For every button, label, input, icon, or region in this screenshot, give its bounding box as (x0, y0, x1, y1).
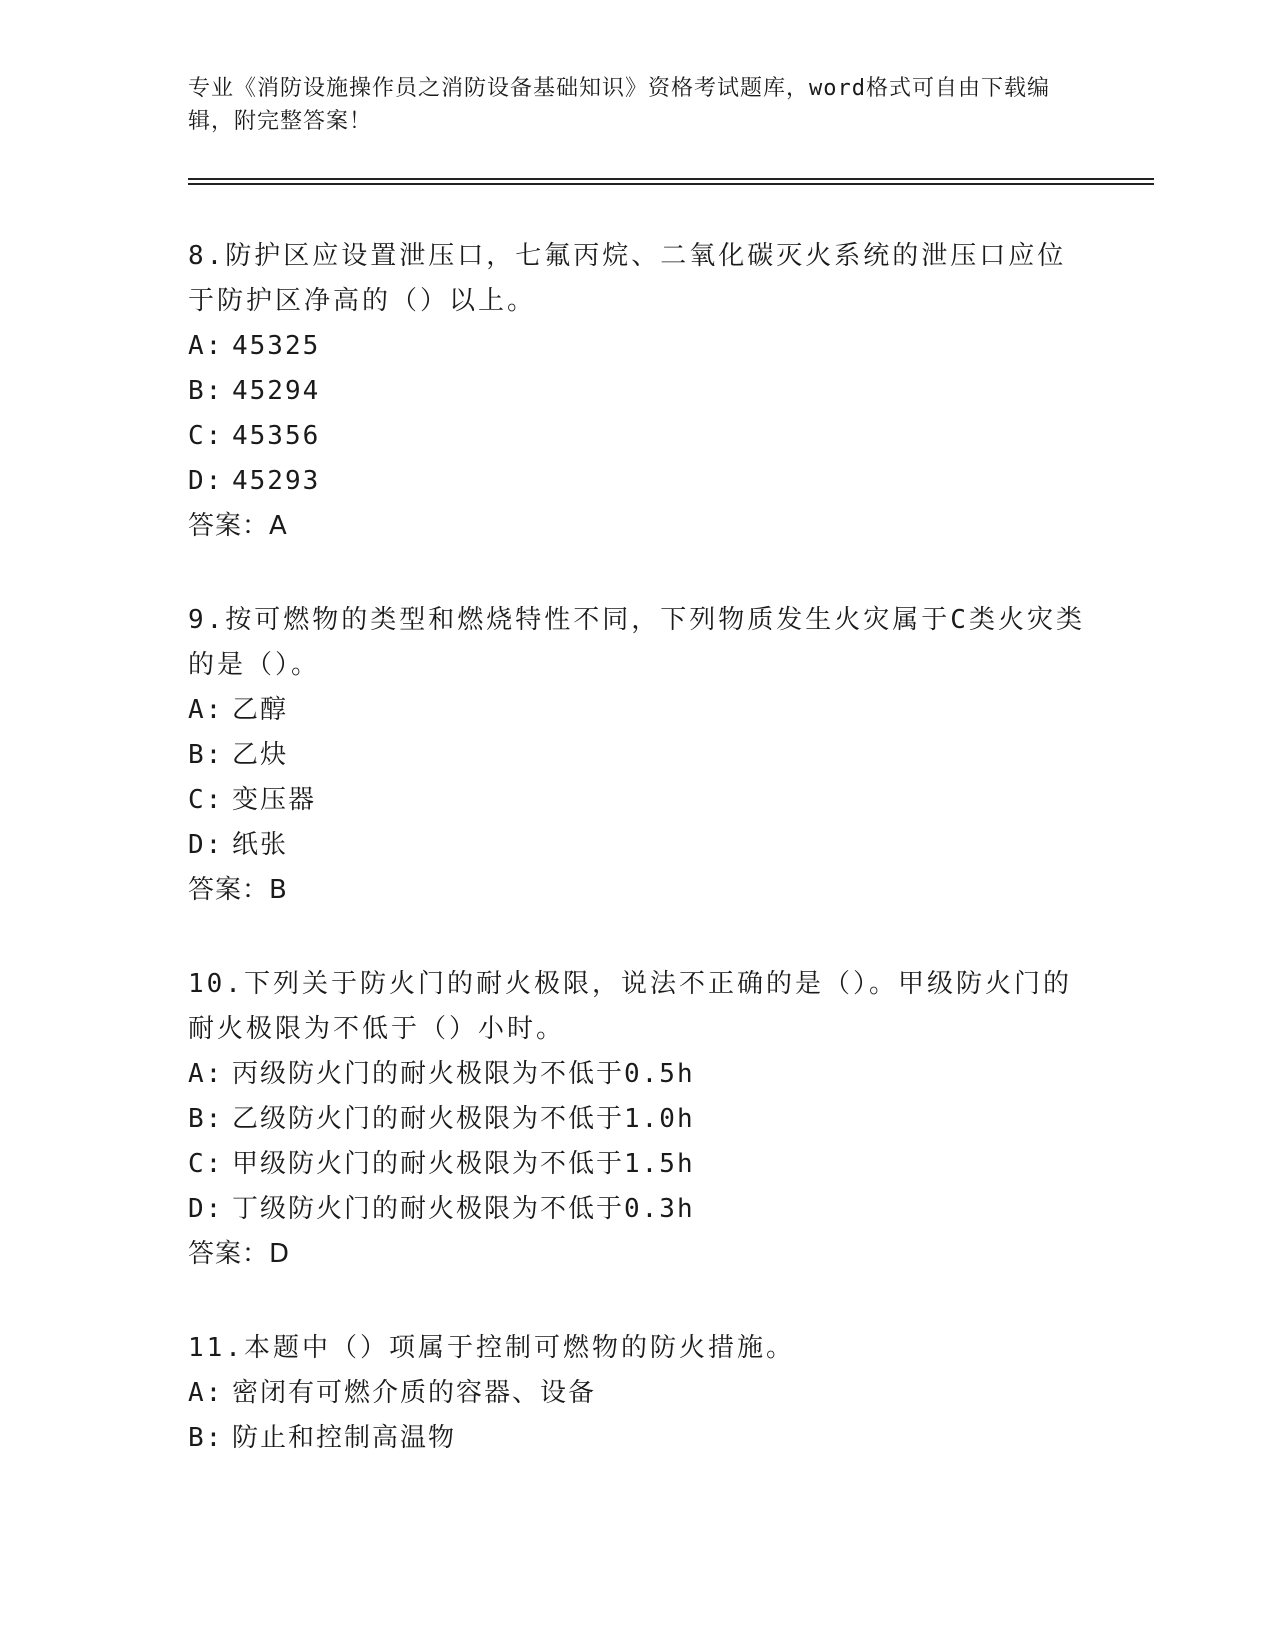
option-key: A: (188, 1059, 224, 1089)
option-a (188, 688, 1088, 733)
option-a (188, 324, 1088, 369)
option-value: 乙炔 (232, 740, 289, 770)
document-header (188, 72, 1068, 138)
option-value: 丙级防火门的耐火极限为不低于0.5h (232, 1059, 695, 1089)
option-key: D: (188, 830, 224, 860)
option-value: 45325 (232, 331, 321, 361)
option-b (188, 1097, 1088, 1142)
option-d (188, 823, 1088, 868)
header-rule-top (188, 178, 1154, 180)
option-value: 纸张 (232, 830, 289, 860)
question-9 (188, 598, 1088, 913)
option-key: A: (188, 331, 224, 361)
question-text: 11.本题中（）项属于控制可燃物的防火措施。 (188, 1333, 795, 1363)
question-text: 8.防护区应设置泄压口，七氟丙烷、二氧化碳灭火系统的泄压口应位于防护区净高的（）以上。 (188, 241, 1067, 316)
option-key: B: (188, 376, 224, 406)
option-key: B: (188, 1423, 224, 1453)
option-key: C: (188, 421, 224, 451)
option-b (188, 369, 1088, 414)
question-10 (188, 962, 1088, 1277)
option-key: C: (188, 785, 224, 815)
option-value: 45294 (232, 376, 321, 406)
answer-line: 答案：A (188, 511, 288, 541)
option-a (188, 1371, 1088, 1416)
option-value: 45356 (232, 421, 321, 451)
option-c (188, 414, 1088, 459)
option-value: 防止和控制高温物 (232, 1423, 457, 1453)
question-11 (188, 1326, 1088, 1461)
option-value: 乙醇 (232, 695, 289, 725)
option-key: D: (188, 1194, 224, 1224)
option-d (188, 459, 1088, 504)
answer-line: 答案：D (188, 1239, 291, 1269)
option-b (188, 733, 1088, 778)
option-key: D: (188, 466, 224, 496)
question-8 (188, 234, 1088, 549)
option-c (188, 1142, 1088, 1187)
option-key: C: (188, 1149, 224, 1179)
option-value: 乙级防火门的耐火极限为不低于1.0h (232, 1104, 695, 1134)
option-a (188, 1052, 1088, 1097)
option-value: 密闭有可燃介质的容器、设备 (232, 1378, 597, 1408)
option-value: 变压器 (232, 785, 317, 815)
option-value: 45293 (232, 466, 321, 496)
option-c (188, 778, 1088, 823)
option-value: 甲级防火门的耐火极限为不低于1.5h (232, 1149, 695, 1179)
header-text: 专业《消防设施操作员之消防设备基础知识》资格考试题库，word格式可自由下载编辑，附完整答案！ (188, 76, 1050, 134)
question-text: 10.下列关于防火门的耐火极限，说法不正确的是（）。甲级防火门的耐火极限为不低于（）小时。 (188, 969, 1072, 1044)
option-key: A: (188, 695, 224, 725)
question-text: 9.按可燃物的类型和燃烧特性不同，下列物质发生火灾属于C类火灾类的是（）。 (188, 605, 1085, 680)
option-key: B: (188, 1104, 224, 1134)
option-key: B: (188, 740, 224, 770)
answer-line: 答案：B (188, 875, 288, 905)
option-key: A: (188, 1378, 224, 1408)
option-value: 丁级防火门的耐火极限为不低于0.3h (232, 1194, 695, 1224)
option-d (188, 1187, 1088, 1232)
option-b (188, 1416, 1088, 1461)
header-rule-bottom (188, 183, 1154, 185)
